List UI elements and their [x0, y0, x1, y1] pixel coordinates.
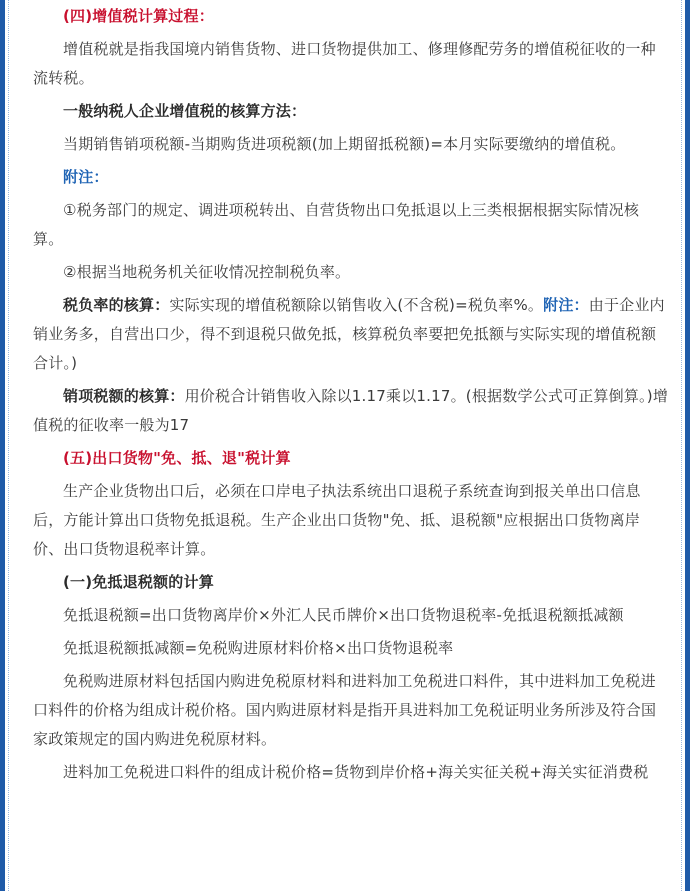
output-tax-label: 销项税额的核算：	[63, 387, 185, 405]
formula-offset-amount: 免抵退税额抵减额=免税购进原材料价格×出口货物退税率	[63, 639, 454, 657]
paragraph-tax-burden	[33, 291, 669, 378]
tax-burden-label: 税负率的核算：	[63, 296, 170, 314]
note-item-2: ②根据当地税务机关征收情况控制税负率。	[63, 263, 351, 281]
tax-burden-note-text: 由于企业内销业务多，自营出口少，得不到退税只做免抵，核算税负率要把免抵额与实际实现的增值税额合计。)	[33, 296, 665, 372]
paragraph-general-method: 当期销售销项税额-当期购货进项税额(加上期留抵税额)=本月实际要缴纳的增值税。	[63, 135, 626, 153]
subsection-1-heading: (一)免抵退税额的计算	[63, 573, 214, 591]
tax-burden-note-label: 附注：	[543, 296, 589, 314]
tax-burden-text: 实际实现的增值税额除以销售收入(不含税)=税负率%。	[169, 296, 544, 314]
formula-exemption-refund: 免抵退税额=出口货物离岸价×外汇人民币牌价×出口货物退税率-免抵退税额抵减额	[63, 606, 624, 624]
article-body	[33, 2, 669, 791]
paragraph-materials: 免税购进原材料包括国内购进免税原材料和进料加工免税进口料件，其中进料加工免税进口料件的价格为组成计税价格。国内购进原材料是指开具进料加工免税证明业务所涉及符合国家政策规定的国内购进免税原材料。	[33, 672, 657, 748]
section-4-heading: (四)增值税计算过程：	[63, 7, 214, 25]
note-heading: 附注：	[63, 168, 109, 186]
paragraph-output-tax	[33, 382, 669, 440]
section-5-heading: (五)出口货物"免、抵、退"税计算	[63, 449, 291, 467]
paragraph-import-price: 进料加工免税进口料件的组成计税价格=货物到岸价格+海关实征关税+海关实征消费税	[63, 763, 649, 781]
general-taxpayer-heading: 一般纳税人企业增值税的核算方法：	[63, 102, 307, 120]
note-item-1: ①税务部门的规定、调进项税转出、自营货物出口免抵退以上三类根据根据实际情况核算。	[33, 201, 640, 248]
paragraph-vat-definition: 增值税就是指我国境内销售货物、进口货物提供加工、修理修配劳务的增值税征收的一种流转税。	[33, 40, 656, 87]
paragraph-export-intro: 生产企业货物出口后，必须在口岸电子执法系统出口退税子系统查询到报关单出口信息后，方能计算出口货物免抵退税。生产企业出口货物"免、抵、退税额"应根据出口货物离岸价、出口货物退税率计算。	[33, 482, 641, 558]
output-tax-text: 用价税合计销售收入除以1.17乘以1.17。(根据数学公式可正算倒算。)增值税的征收率一般为17	[33, 387, 669, 434]
